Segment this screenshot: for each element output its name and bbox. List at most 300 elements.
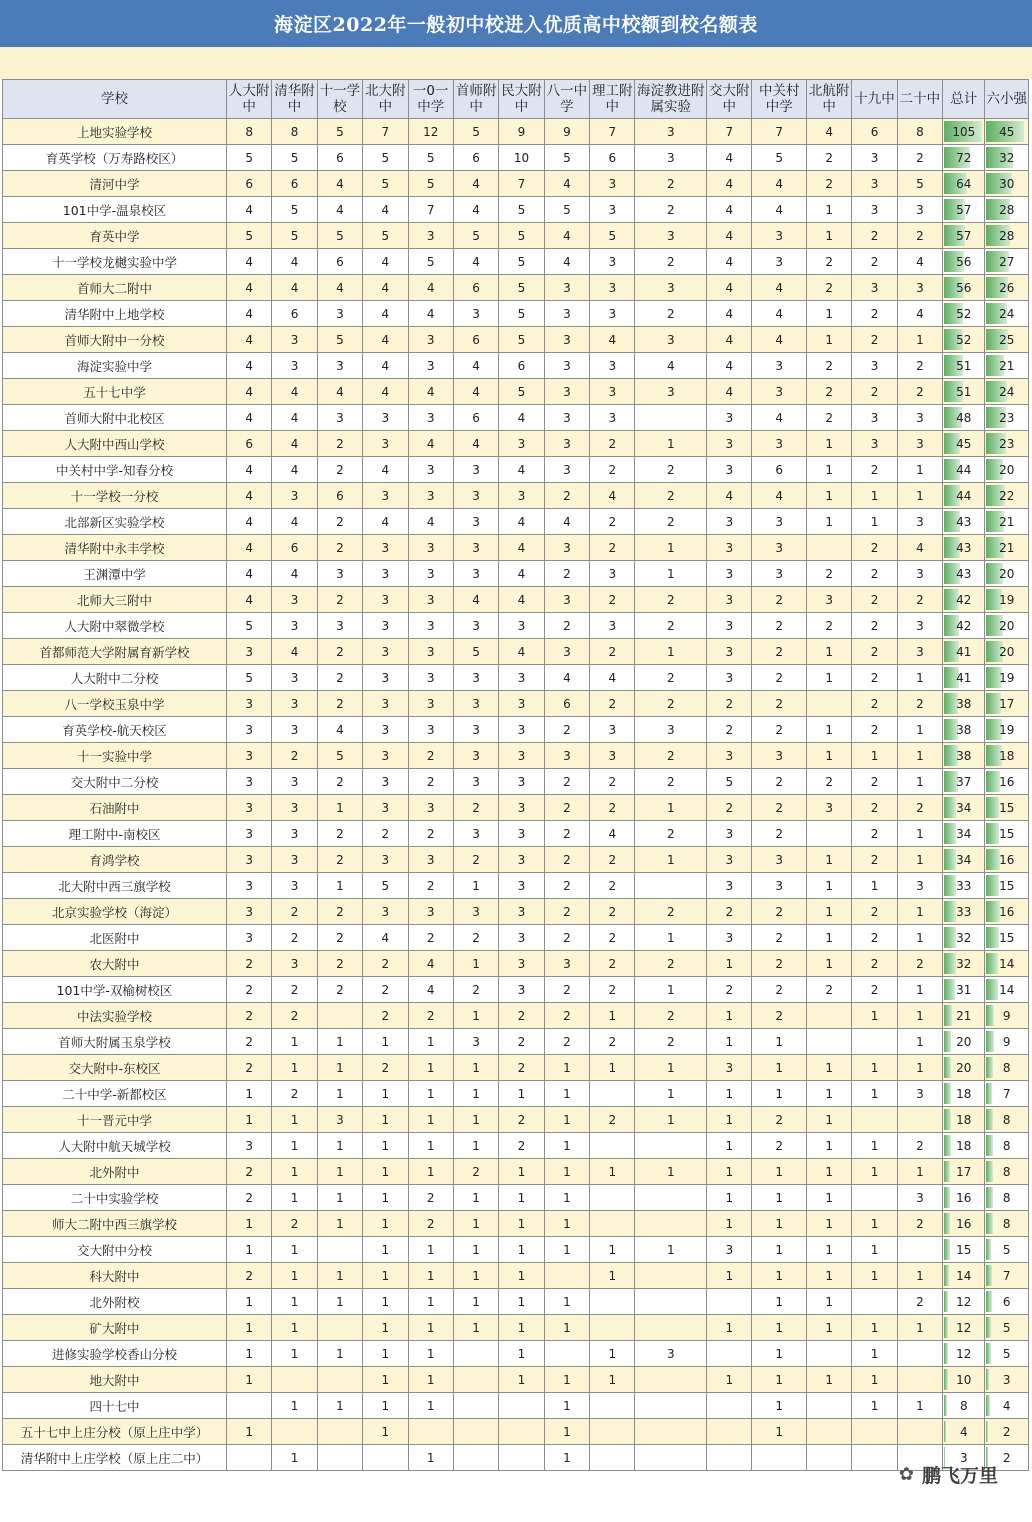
quota-cell: 2 (226, 1159, 271, 1185)
cell-value: 34 (956, 826, 972, 841)
school-name-cell: 首师大附属玉泉学校 (3, 1029, 227, 1055)
quota-cell: 1 (499, 1315, 544, 1341)
quota-cell: 3 (408, 613, 453, 639)
quota-cell: 3 (317, 353, 362, 379)
cell-value: 8 (1002, 1190, 1011, 1205)
quota-cell: 1 (590, 1237, 635, 1263)
quota-cell: 7 (363, 119, 408, 145)
quota-cell: 4 (499, 639, 544, 665)
quota-cell: 4 (590, 483, 635, 509)
quota-cell: 3 (590, 249, 635, 275)
cell-value: 5 (1002, 1346, 1011, 1361)
cell-value: 33 (956, 878, 972, 893)
quota-cell: 3 (635, 119, 707, 145)
quota-cell: 3 (226, 847, 271, 873)
table-row (3, 1211, 1029, 1237)
quota-cell: 1 (363, 1081, 408, 1107)
quota-cell: 2 (852, 639, 897, 665)
quota-cell: 1 (408, 1029, 453, 1055)
cell-value: 14 (999, 982, 1015, 997)
quota-cell: 2 (852, 847, 897, 873)
quota-cell: 3 (707, 639, 752, 665)
quota-cell (806, 1445, 851, 1471)
quota-cell: 3 (544, 431, 589, 457)
quota-cell: 4 (408, 951, 453, 977)
quota-cell: 4 (544, 223, 589, 249)
quota-cell: 2 (852, 457, 897, 483)
quota-cell: 1 (272, 1159, 317, 1185)
cell-value: 8 (1002, 1216, 1011, 1231)
quota-cell: 1 (635, 1055, 707, 1081)
quota-cell: 3 (707, 847, 752, 873)
quota-cell: 3 (752, 873, 806, 899)
quota-cell (806, 821, 851, 847)
six-strong-bar (986, 927, 999, 948)
school-name-cell: 清华附中上庄学校（原上庄二中） (3, 1445, 227, 1471)
quota-cell: 4 (363, 925, 408, 951)
quota-cell: 1 (363, 1107, 408, 1133)
quota-cell (806, 1003, 851, 1029)
cell-value: 6 (1002, 1294, 1011, 1309)
quota-cell: 1 (272, 1055, 317, 1081)
quota-cell: 3 (707, 1055, 752, 1081)
table-row (3, 1003, 1029, 1029)
table-row (3, 1133, 1029, 1159)
quota-cell: 4 (635, 353, 707, 379)
cell-value: 43 (956, 566, 972, 581)
quota-cell: 1 (897, 457, 942, 483)
quota-cell: 3 (408, 561, 453, 587)
school-name-cell: 育英学校-航天校区 (3, 717, 227, 743)
total-bar (944, 1057, 951, 1078)
total-bar (944, 1421, 945, 1442)
table-row (3, 509, 1029, 535)
quota-cell (635, 1367, 707, 1393)
quota-cell: 2 (897, 145, 942, 171)
quota-cell: 2 (453, 977, 498, 1003)
quota-cell: 4 (752, 197, 806, 223)
quota-cell: 1 (453, 1081, 498, 1107)
six-strong-bar (986, 1083, 992, 1104)
quota-cell: 4 (707, 327, 752, 353)
cell-value: 38 (956, 696, 972, 711)
table-row (3, 1341, 1029, 1367)
quota-cell: 2 (544, 925, 589, 951)
quota-cell: 6 (317, 483, 362, 509)
quota-cell: 2 (544, 847, 589, 873)
quota-cell: 3 (272, 353, 317, 379)
quota-cell: 1 (544, 1107, 589, 1133)
quota-cell: 3 (408, 405, 453, 431)
quota-cell: 2 (897, 951, 942, 977)
quota-cell: 1 (363, 1263, 408, 1289)
quota-cell: 3 (499, 431, 544, 457)
quota-cell: 3 (707, 405, 752, 431)
total-bar (944, 1343, 948, 1364)
quota-cell: 1 (635, 1159, 707, 1185)
quota-cell: 1 (852, 1133, 897, 1159)
quota-cell: 1 (317, 1029, 362, 1055)
quota-cell: 1 (453, 1003, 498, 1029)
quota-cell: 1 (226, 1341, 271, 1367)
cell-value: 20 (999, 462, 1015, 477)
cell-value: 14 (956, 1268, 972, 1283)
quota-cell: 2 (544, 613, 589, 639)
quota-cell: 4 (226, 275, 271, 301)
six-strong-cell (985, 977, 1029, 1003)
table-row (3, 379, 1029, 405)
quota-cell: 3 (363, 743, 408, 769)
quota-cell: 2 (363, 977, 408, 1003)
total-bar (944, 1083, 951, 1104)
quota-cell: 1 (635, 977, 707, 1003)
quota-cell: 1 (408, 1107, 453, 1133)
quota-cell: 2 (544, 483, 589, 509)
quota-cell: 1 (635, 925, 707, 951)
quota-cell: 2 (317, 899, 362, 925)
quota-cell: 1 (453, 1237, 498, 1263)
quota-cell: 2 (707, 899, 752, 925)
quota-cell (590, 1393, 635, 1419)
quota-cell: 4 (272, 275, 317, 301)
quota-cell: 3 (272, 717, 317, 743)
quota-cell: 3 (752, 223, 806, 249)
table-row (3, 873, 1029, 899)
quota-cell: 2 (590, 457, 635, 483)
table-row (3, 639, 1029, 665)
quota-cell: 1 (852, 1341, 897, 1367)
six-strong-bar (986, 1109, 993, 1130)
cell-value: 31 (956, 982, 972, 997)
quota-cell: 1 (317, 1055, 362, 1081)
table-row (3, 327, 1029, 353)
quota-cell: 4 (226, 483, 271, 509)
cell-value: 8 (1002, 1060, 1011, 1075)
total-cell (943, 1367, 985, 1393)
cell-value: 21 (999, 514, 1015, 529)
cell-value: 45 (999, 124, 1015, 139)
cell-value: 9 (1002, 1008, 1011, 1023)
cell-value: 20 (956, 1034, 972, 1049)
quota-cell: 4 (544, 249, 589, 275)
quota-cell: 3 (590, 379, 635, 405)
quota-cell: 3 (752, 535, 806, 561)
quota-cell (226, 1393, 271, 1419)
quota-cell: 3 (363, 717, 408, 743)
quota-cell: 2 (635, 587, 707, 613)
quota-cell (806, 691, 851, 717)
total-bar (944, 1317, 948, 1338)
quota-cell (897, 1107, 942, 1133)
quota-cell: 4 (363, 353, 408, 379)
quota-cell: 2 (499, 1055, 544, 1081)
quota-cell: 1 (317, 873, 362, 899)
quota-cell: 2 (752, 717, 806, 743)
quota-cell: 1 (408, 1237, 453, 1263)
total-bar (944, 1135, 951, 1156)
total-cell (943, 1003, 985, 1029)
quota-cell: 3 (499, 951, 544, 977)
quota-cell: 1 (317, 1133, 362, 1159)
quota-cell: 2 (897, 353, 942, 379)
cell-value: 8 (1002, 1164, 1011, 1179)
quota-cell: 3 (226, 925, 271, 951)
quota-cell: 2 (635, 769, 707, 795)
quota-cell (317, 1419, 362, 1445)
quota-cell: 3 (453, 1029, 498, 1055)
quota-cell: 2 (635, 951, 707, 977)
quota-cell: 4 (226, 327, 271, 353)
quota-cell: 3 (544, 457, 589, 483)
table-row (3, 1159, 1029, 1185)
school-name-cell: 中关村中学-知春分校 (3, 457, 227, 483)
quota-cell: 1 (544, 1211, 589, 1237)
cell-value: 7 (1002, 1268, 1011, 1283)
school-name-cell: 十一学校龙樾实验中学 (3, 249, 227, 275)
quota-cell: 1 (453, 1289, 498, 1315)
quota-cell: 3 (363, 665, 408, 691)
cell-value: 23 (999, 436, 1015, 451)
quota-cell: 2 (590, 847, 635, 873)
quota-cell: 1 (852, 1237, 897, 1263)
quota-cell: 2 (317, 925, 362, 951)
quota-cell: 3 (408, 717, 453, 743)
quota-cell (707, 1341, 752, 1367)
quota-cell: 1 (453, 951, 498, 977)
quota-cell: 1 (408, 1367, 453, 1393)
table-row (3, 223, 1029, 249)
school-name-cell: 101中学-温泉校区 (3, 197, 227, 223)
total-cell (943, 795, 985, 821)
quota-cell: 2 (408, 769, 453, 795)
quota-cell: 2 (317, 509, 362, 535)
table-row (3, 197, 1029, 223)
quota-cell: 3 (590, 275, 635, 301)
total-cell (943, 717, 985, 743)
quota-cell: 6 (544, 691, 589, 717)
quota-cell: 2 (544, 1029, 589, 1055)
quota-cell: 5 (408, 171, 453, 197)
school-name-cell: 北京实验学校（海淀） (3, 899, 227, 925)
quota-cell: 4 (499, 457, 544, 483)
quota-cell: 1 (317, 1211, 362, 1237)
quota-cell: 1 (499, 1263, 544, 1289)
cell-value: 3 (1002, 1372, 1011, 1387)
quota-cell: 2 (590, 951, 635, 977)
six-strong-bar (986, 1005, 994, 1026)
cell-value: 37 (956, 774, 972, 789)
quota-cell: 3 (635, 327, 707, 353)
total-bar (944, 1213, 950, 1234)
quota-cell: 1 (408, 1445, 453, 1471)
quota-cell: 2 (408, 743, 453, 769)
quota-cell: 3 (408, 327, 453, 353)
six-strong-cell (985, 1029, 1029, 1055)
school-name-cell: 育英学校（万寿路校区） (3, 145, 227, 171)
quota-cell: 5 (272, 197, 317, 223)
quota-cell: 2 (590, 873, 635, 899)
quota-cell (852, 1185, 897, 1211)
table-row (3, 613, 1029, 639)
total-bar (944, 823, 956, 844)
six-strong-cell (985, 665, 1029, 691)
cell-value: 9 (1002, 1034, 1011, 1049)
quota-cell: 3 (707, 925, 752, 951)
quota-cell: 2 (453, 795, 498, 821)
six-strong-bar (986, 823, 999, 844)
cell-value: 43 (956, 514, 972, 529)
total-cell (943, 535, 985, 561)
quota-cell (852, 1107, 897, 1133)
cell-value: 15 (956, 1242, 972, 1257)
cell-value: 38 (956, 722, 972, 737)
school-name-cell: 上地实验学校 (3, 119, 227, 145)
quota-cell: 2 (590, 431, 635, 457)
quota-cell: 2 (317, 977, 362, 1003)
quota-cell: 1 (806, 1185, 851, 1211)
quota-cell: 3 (852, 197, 897, 223)
total-cell (943, 691, 985, 717)
quota-cell: 5 (226, 223, 271, 249)
quota-cell: 4 (272, 509, 317, 535)
cell-value: 34 (956, 800, 972, 815)
quota-cell: 3 (544, 743, 589, 769)
quota-cell: 3 (363, 847, 408, 873)
quota-cell: 1 (752, 1185, 806, 1211)
total-cell (943, 379, 985, 405)
quota-cell: 4 (363, 301, 408, 327)
cell-value: 41 (956, 670, 972, 685)
cell-value: 34 (956, 852, 972, 867)
quota-cell: 3 (707, 821, 752, 847)
quota-cell: 1 (852, 509, 897, 535)
quota-cell: 4 (752, 171, 806, 197)
quota-cell: 1 (544, 1237, 589, 1263)
quota-cell: 3 (363, 795, 408, 821)
quota-cell: 1 (806, 1211, 851, 1237)
total-cell (943, 847, 985, 873)
quota-cell: 1 (544, 1367, 589, 1393)
quota-cell: 6 (272, 535, 317, 561)
quota-cell (707, 1445, 752, 1471)
quota-cell: 2 (317, 639, 362, 665)
quota-cell: 2 (635, 665, 707, 691)
quota-cell: 2 (635, 1003, 707, 1029)
quota-cell: 2 (635, 171, 707, 197)
quota-cell: 4 (707, 301, 752, 327)
quota-cell: 4 (752, 405, 806, 431)
quota-cell: 3 (272, 587, 317, 613)
quota-cell: 1 (897, 483, 942, 509)
quota-cell (806, 1393, 851, 1419)
six-strong-cell (985, 769, 1029, 795)
total-cell (943, 509, 985, 535)
quota-cell: 3 (897, 431, 942, 457)
quota-cell: 2 (272, 743, 317, 769)
school-name-cell: 十一学校一分校 (3, 483, 227, 509)
six-strong-bar (986, 979, 998, 1000)
quota-cell: 2 (806, 275, 851, 301)
quota-cell: 1 (806, 1081, 851, 1107)
cell-value: 16 (956, 1190, 972, 1205)
quota-cell: 2 (226, 1185, 271, 1211)
school-name-cell: 海淀实验中学 (3, 353, 227, 379)
school-name-cell: 北外附校 (3, 1289, 227, 1315)
quota-cell: 3 (453, 561, 498, 587)
cell-value: 45 (956, 436, 972, 451)
quota-cell: 3 (544, 405, 589, 431)
quota-cell: 2 (707, 717, 752, 743)
quota-cell: 3 (226, 1133, 271, 1159)
quota-cell: 1 (806, 899, 851, 925)
quota-cell: 1 (897, 769, 942, 795)
quota-cell: 3 (852, 145, 897, 171)
table-row (3, 769, 1029, 795)
total-bar (944, 1395, 947, 1416)
six-strong-cell (985, 821, 1029, 847)
quota-cell: 2 (635, 821, 707, 847)
quota-cell (852, 1445, 897, 1471)
six-strong-cell (985, 197, 1029, 223)
quota-cell: 3 (408, 691, 453, 717)
quota-cell: 1 (806, 1107, 851, 1133)
six-strong-bar (986, 797, 999, 818)
quota-cell: 5 (453, 119, 498, 145)
school-name-cell: 十一晋元中学 (3, 1107, 227, 1133)
quota-cell: 4 (453, 353, 498, 379)
quota-cell: 3 (897, 1185, 942, 1211)
quota-cell: 1 (317, 1159, 362, 1185)
quota-cell: 2 (590, 509, 635, 535)
quota-cell: 2 (226, 1003, 271, 1029)
quota-cell: 3 (408, 353, 453, 379)
quota-cell: 1 (806, 1367, 851, 1393)
quota-cell: 7 (707, 119, 752, 145)
quota-cell: 5 (897, 171, 942, 197)
quota-cell: 1 (806, 1315, 851, 1341)
six-strong-cell (985, 1003, 1029, 1029)
cell-value: 2 (1002, 1424, 1011, 1439)
quota-cell (499, 1393, 544, 1419)
quota-cell: 3 (852, 275, 897, 301)
quota-cell: 3 (897, 197, 942, 223)
quota-cell: 3 (707, 535, 752, 561)
quota-cell: 2 (544, 561, 589, 587)
quota-cell: 1 (806, 639, 851, 665)
quota-cell: 1 (635, 1081, 707, 1107)
table-row (3, 535, 1029, 561)
quota-cell: 5 (590, 223, 635, 249)
quota-cell: 2 (317, 691, 362, 717)
quota-cell: 2 (852, 899, 897, 925)
quota-cell: 2 (408, 821, 453, 847)
quota-cell: 2 (453, 847, 498, 873)
school-name-cell: 矿大附中 (3, 1315, 227, 1341)
page-title: 海淀区2022年一般初中校进入优质高中校额到校名额表 (0, 0, 1032, 47)
quota-cell (806, 1341, 851, 1367)
quota-cell: 1 (635, 795, 707, 821)
school-name-cell: 北部新区实验学校 (3, 509, 227, 535)
six-strong-bar (986, 1291, 991, 1312)
quota-cell: 2 (226, 1029, 271, 1055)
quota-cell: 6 (226, 431, 271, 457)
quota-cell: 1 (635, 639, 707, 665)
quota-cell: 1 (806, 717, 851, 743)
total-cell (943, 1419, 985, 1445)
quota-cell (806, 535, 851, 561)
quota-cell (635, 1263, 707, 1289)
six-strong-cell (985, 717, 1029, 743)
